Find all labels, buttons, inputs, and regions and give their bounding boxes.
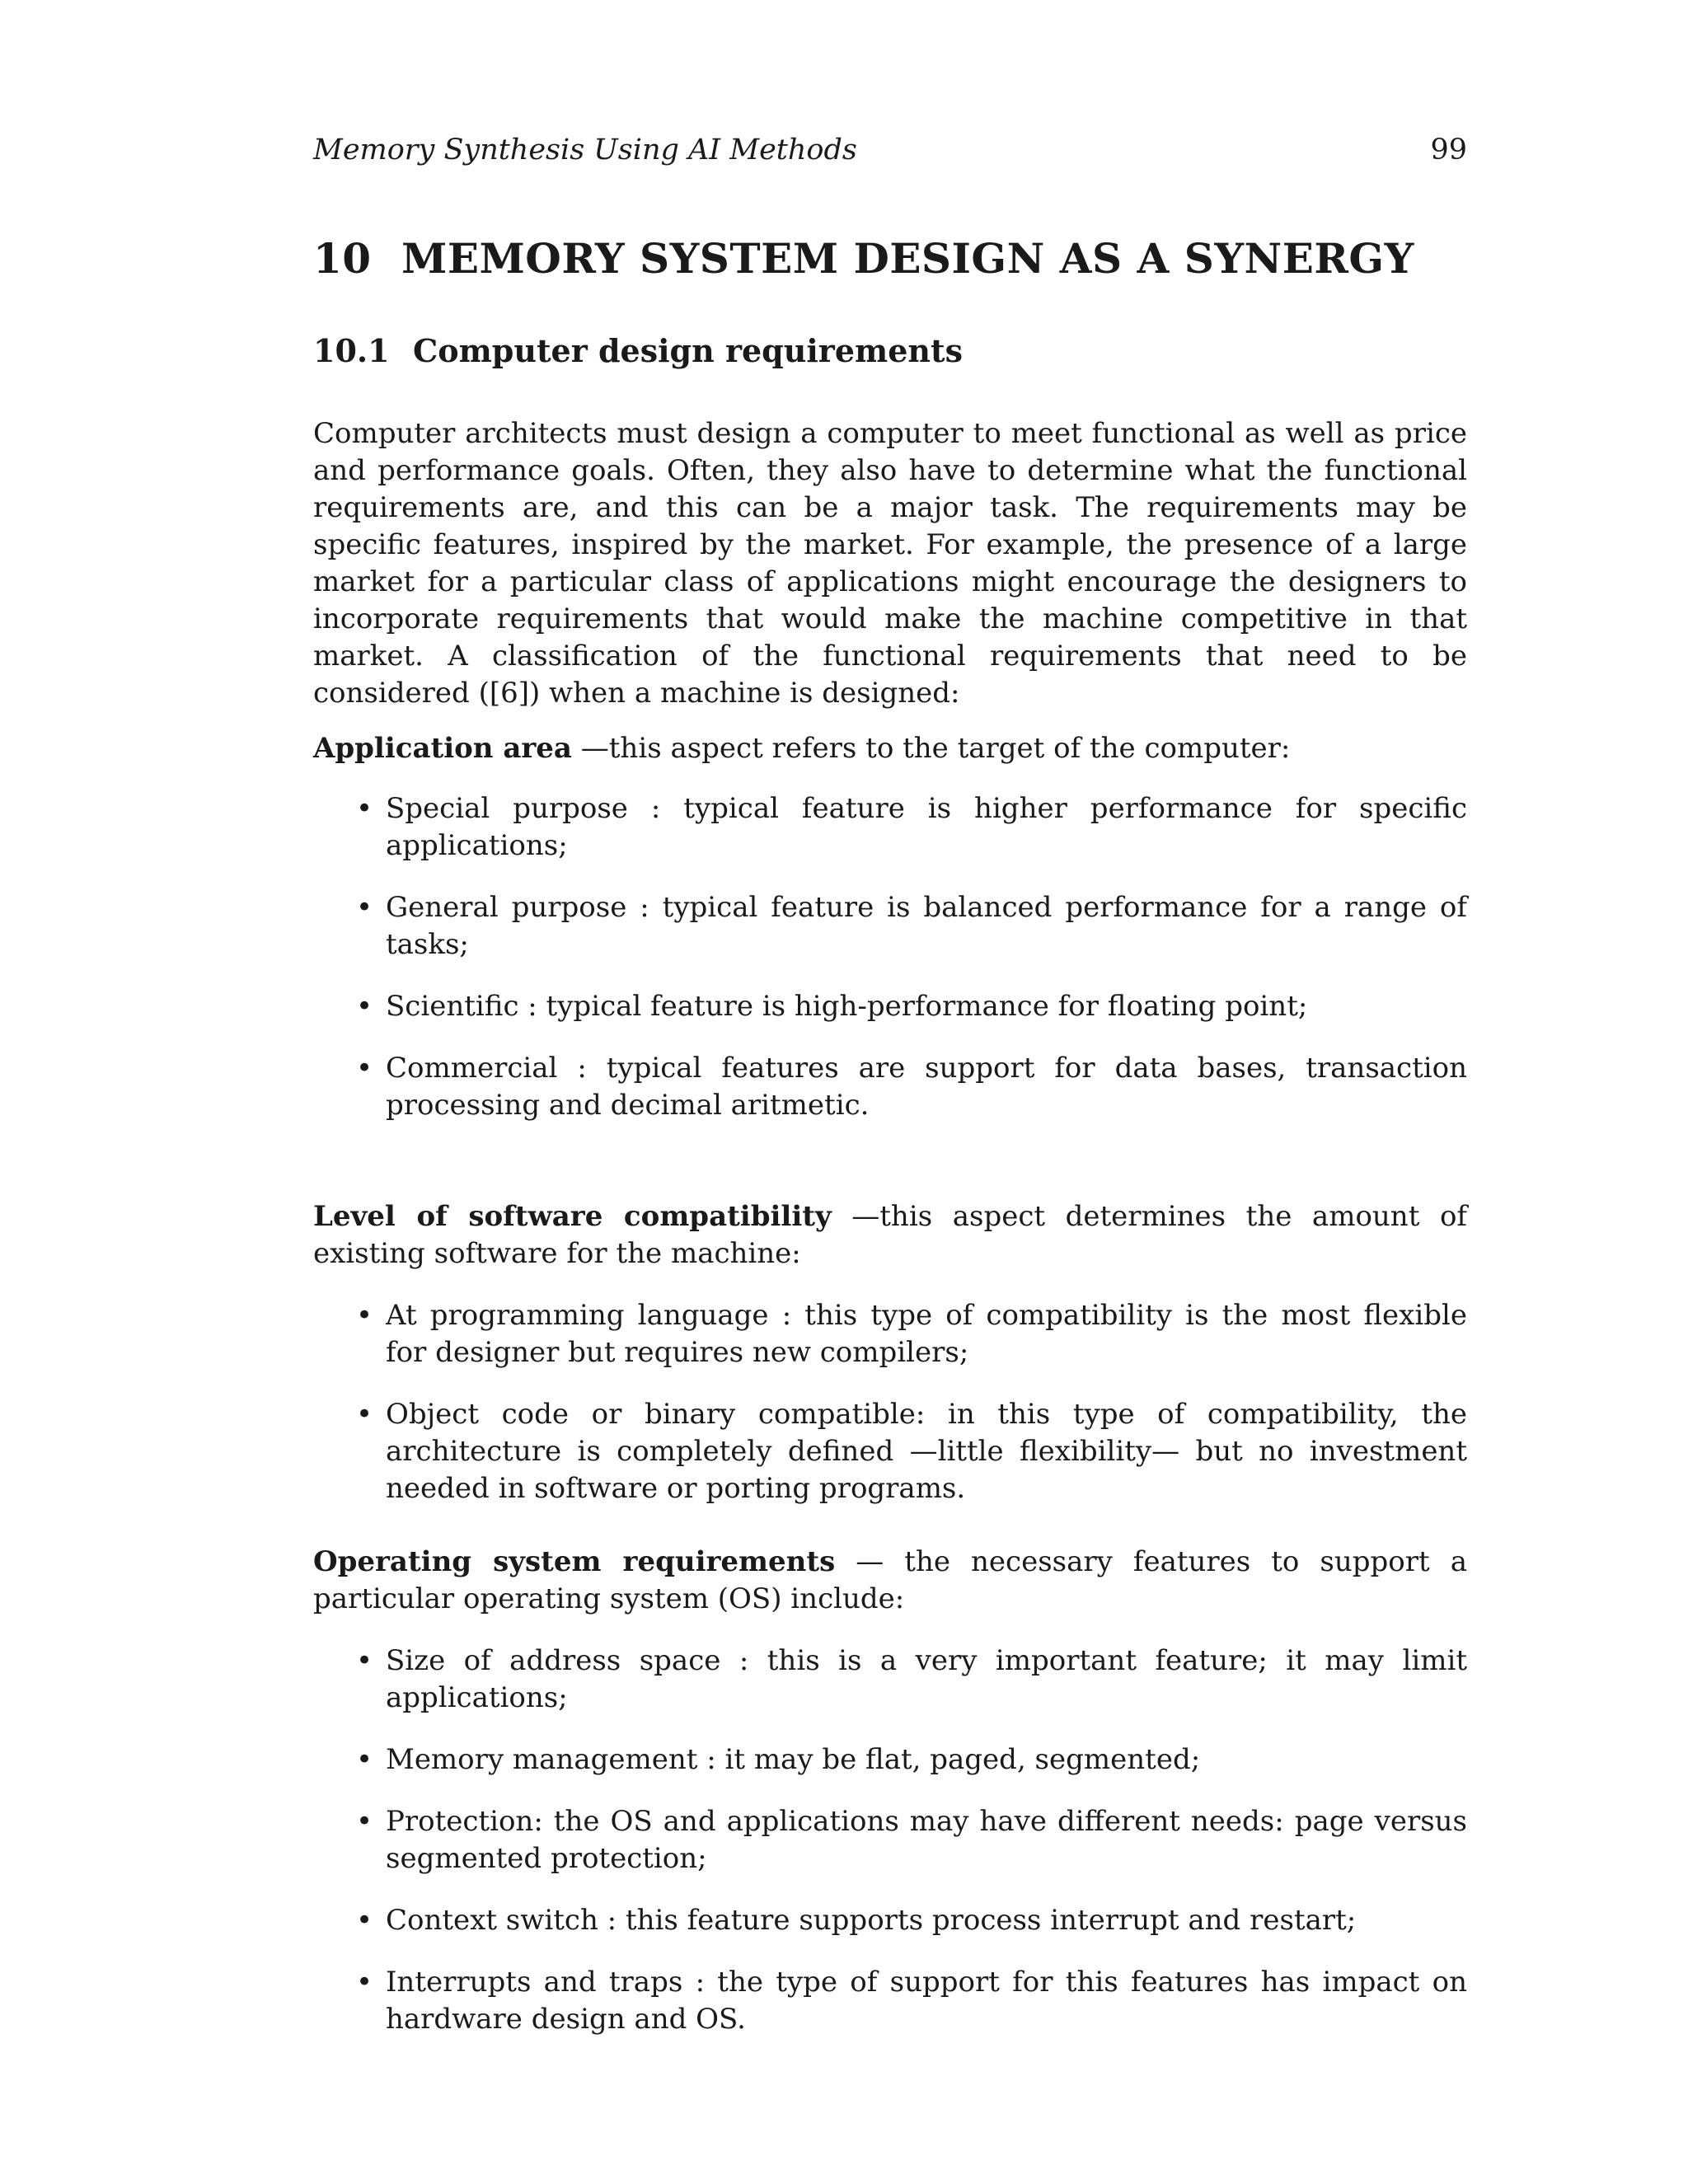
- list-item-text: Scientific : typical feature is high-performance for floating point;: [386, 990, 1308, 1023]
- requirement-description: — the necessary features to support a particular operating system (OS) include:: [313, 1545, 1467, 1615]
- subsection-title: Computer design requirements: [413, 332, 963, 369]
- bullet-icon: •: [356, 1644, 373, 1677]
- requirement-heading: Application area: [313, 732, 572, 765]
- list-item: [313, 1050, 1467, 1124]
- list-item: [313, 790, 1467, 865]
- list-item: [313, 1803, 1467, 1877]
- requirement-heading: Operating system requirements: [313, 1545, 836, 1578]
- bullet-icon: •: [356, 990, 373, 1023]
- list-item-text: Memory management : it may be flat, paged, segmented;: [386, 1743, 1201, 1776]
- intro-paragraph: Computer architects must design a computer to meet functional as well as price and performance goals. Often, they also have to determine what the functional requirements are, and this can be a major task. The requirements may be specific features, inspired by the market. For example, the presence of a large market for a particular class of applications might encourage the designers to incorporate requirements that would make the machine competitive in that market. A classification of the functional requirements that need to be considered ([6]) when a machine is designed:: [313, 417, 1467, 710]
- bullet-icon: •: [356, 1299, 373, 1332]
- list-item-text: Object code or binary compatible: in this type of compatibility, the architecture is completely defined —little flexibility— but no investment needed in software or porting programs.: [386, 1398, 1467, 1505]
- application-area-list: [313, 790, 1467, 1124]
- page-number: 99: [1430, 134, 1467, 166]
- list-item-text: Size of address space : this is a very important feature; it may limit applications;: [386, 1644, 1467, 1714]
- section-heading: [313, 232, 1467, 285]
- bullet-icon: •: [356, 1052, 373, 1085]
- requirement-software-compatibility: [313, 1198, 1467, 1272]
- requirement-operating-system: [313, 1544, 1467, 1618]
- list-item-text: General purpose : typical feature is balanced performance for a range of tasks;: [386, 891, 1467, 961]
- list-item-text: Commercial : typical features are support for data bases, transaction processing and decimal aritmetic.: [386, 1052, 1467, 1122]
- bullet-icon: •: [356, 1966, 373, 1999]
- operating-system-list: [313, 1643, 1467, 2038]
- bullet-icon: •: [356, 891, 373, 924]
- list-item: [313, 1741, 1467, 1779]
- list-item-text: Protection: the OS and applications may have different needs: page versus segmented protection;: [386, 1805, 1467, 1875]
- bullet-icon: •: [356, 1904, 373, 1937]
- requirement-description: —this aspect refers to the target of the computer:: [571, 732, 1291, 765]
- list-item: [313, 1396, 1467, 1507]
- running-head: [313, 124, 1467, 176]
- running-head-title: Memory Synthesis Using AI Methods: [313, 134, 857, 166]
- requirement-application-area: [313, 730, 1467, 767]
- software-compatibility-list: [313, 1297, 1467, 1507]
- section-title: MEMORY SYSTEM DESIGN AS A SYNERGY: [401, 234, 1414, 283]
- bullet-icon: •: [356, 1805, 373, 1838]
- page: [313, 124, 1467, 2038]
- list-item: [313, 1643, 1467, 1717]
- list-item-text: At programming language : this type of compatibility is the most flexible for designer but requires new compilers;: [386, 1299, 1467, 1369]
- list-item: [313, 1964, 1467, 2038]
- list-item: [313, 988, 1467, 1025]
- bullet-icon: •: [356, 1398, 373, 1431]
- section-number: 10: [313, 234, 372, 283]
- list-item: [313, 889, 1467, 963]
- requirement-description: —this aspect determines the amount of existing software for the machine:: [313, 1200, 1467, 1270]
- subsection-number: 10.1: [313, 332, 390, 369]
- bullet-icon: •: [356, 792, 373, 825]
- list-item-text: Interrupts and traps : the type of support for this features has impact on hardware design and OS.: [386, 1966, 1467, 2036]
- list-item: [313, 1902, 1467, 1939]
- bullet-icon: •: [356, 1743, 373, 1776]
- subsection-heading: [313, 326, 1467, 376]
- requirement-heading: Level of software compatibility: [313, 1200, 832, 1233]
- list-item: [313, 1297, 1467, 1371]
- list-item-text: Context switch : this feature supports process interrupt and restart;: [386, 1904, 1357, 1937]
- list-item-text: Special purpose : typical feature is higher performance for specific applications;: [386, 792, 1467, 862]
